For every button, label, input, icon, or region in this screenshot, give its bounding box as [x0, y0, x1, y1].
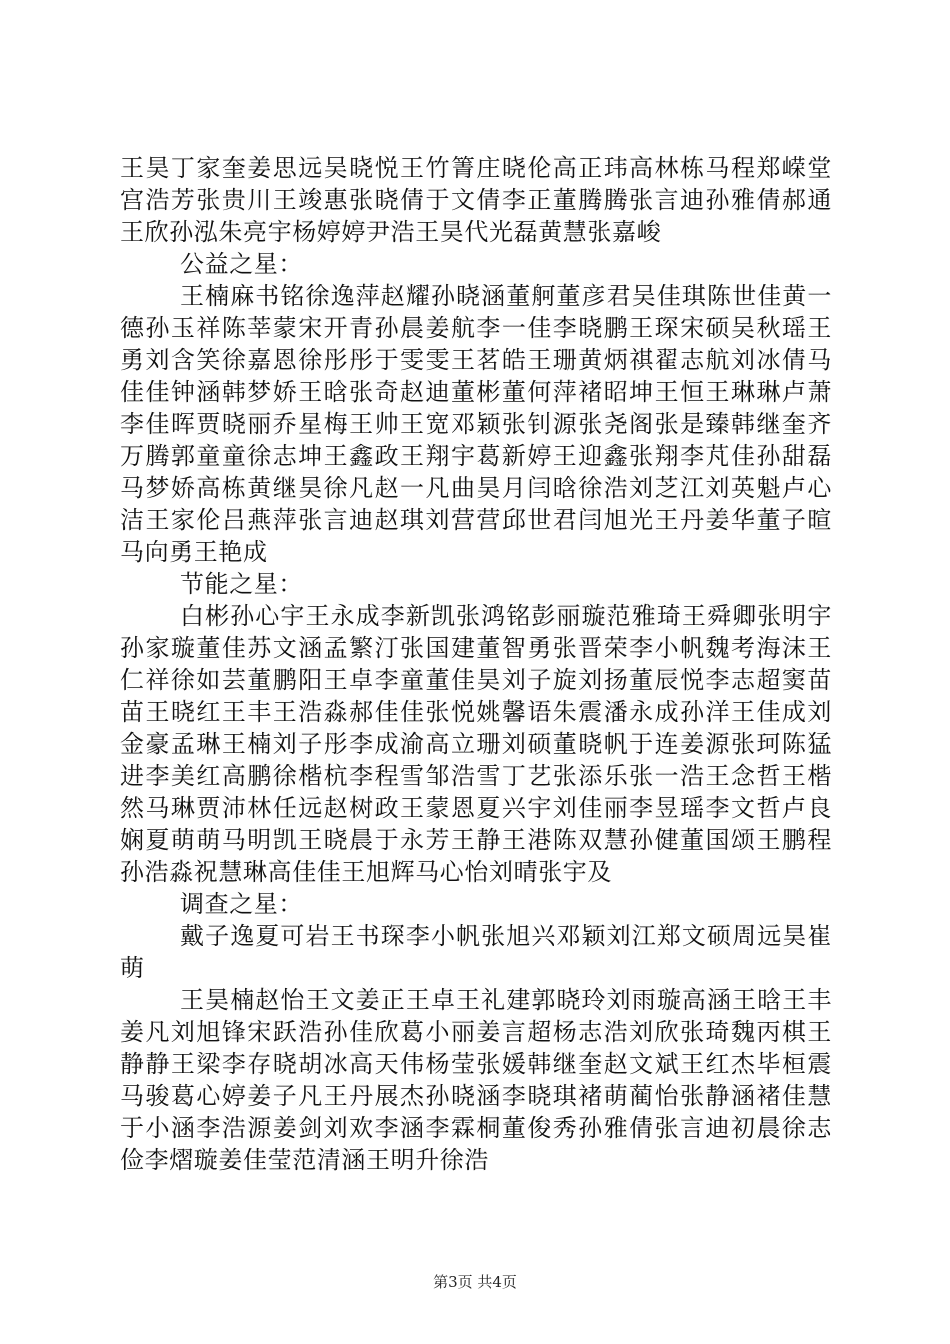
section-heading-survey: 调查之星：: [180, 890, 303, 918]
section-paragraph-survey-2: 王昊楠赵怡王文姜正王卓王礼建郭晓玲刘雨璇高涵王晗王丰姜凡刘旭锋宋跃浩孙佳欣葛小丽姜言超杨志浩刘欣张琦魏丙棋王静静王梁李存晓胡冰高天伟杨莹张媛韩继奎赵文斌王红杰毕桓震马骏葛心婷姜子凡王丹展杰孙晓涵李晓琪褚萌蔺怡张静涵褚佳慧于小涵李浩源姜剑刘欢李涵李霖桐董俊秀孙雅倩张言迪初晨徐志俭李熠璇姜佳莹范清涵王明升徐浩: [120, 986, 832, 1174]
page-footer: 第3页 共4页: [433, 1273, 517, 1291]
section-paragraph-public-welfare: 王楠麻书铭徐逸萍赵耀孙晓涵董舸董彦君吴佳琪陈世佳黄一德孙玉祥陈莘蒙宋开青孙晨姜航李一佳李晓鹏王琛宋硕吴秋瑶王勇刘含笑徐嘉恩徐彤彤于雯雯王茗皓王珊黄炳祺翟志航刘冰倩马佳佳钟涵韩梦娇王晗张奇赵迪董彬董何萍褚昭坤王恒王琳琳卢萧李佳晖贾晓丽乔星梅王帅王宽邓颖张钊源张尧阁张是臻韩继奎齐万腾郭童童徐志坤王鑫政王翔宇葛新婷王迎鑫张翔李芃佳孙甜磊马梦娇高栋黄继昊徐凡赵一凡曲昊月闫晗徐浩刘芝江刘英魁卢心洁王家伦吕燕萍张言迪赵琪刘营营邱世君闫旭光王丹姜华董子暄马向勇王艳成: [120, 282, 832, 566]
section-paragraph-survey-1: 戴子逸夏可岩王书琛李小帆张旭兴邓颖刘江郑文硕周远昊崔萌: [120, 922, 832, 982]
section-heading-public-welfare: 公益之星：: [180, 250, 303, 278]
section-heading-energy-saving: 节能之星：: [180, 570, 303, 598]
section-paragraph-energy-saving: 白彬孙心宇王永成李新凯张鸿铭彭丽璇范雅琦王舜卿张明宇孙家璇董佳苏文涵孟繁汀张国建董智勇张晋荣李小帆魏考海沫王仁祥徐如芸董鹏阳王卓李童董佳昊刘子旋刘扬董辰悦李志超窦苗苗王晓红王丰王浩淼郝佳佳张悦姚馨语朱震潘永成孙洋王佳成刘金豪孟琳王楠刘子彤李成渝高立珊刘硕董晓帆于连姜源张珂陈猛进李美红高鹏徐楷杭李程雪邹浩雪丁艺张添乐张一浩王念哲王楷然马琳贾沛林任远赵树政王蒙恩夏兴宇刘佳丽李昱瑶李文哲卢良娴夏萌萌马明凯王晓晨于永芳王静王港陈双慧孙健董国颂王鹏程孙浩淼祝慧琳高佳佳王旭辉马心怡刘晴张宇及: [120, 602, 832, 886]
intro-paragraph: 王昊丁家奎姜思远吴晓悦王竹箐庄晓伦高正玮高林栋马程郑嵘堂宫浩芳张贵川王竣惠张晓倩于文倩李正董腾腾张言迪孙雅倩郝通王欣孙泓朱亮宇杨婷婷尹浩王昊代光磊黄慧张嘉峻: [120, 154, 832, 246]
document-body: [120, 152, 832, 1176]
